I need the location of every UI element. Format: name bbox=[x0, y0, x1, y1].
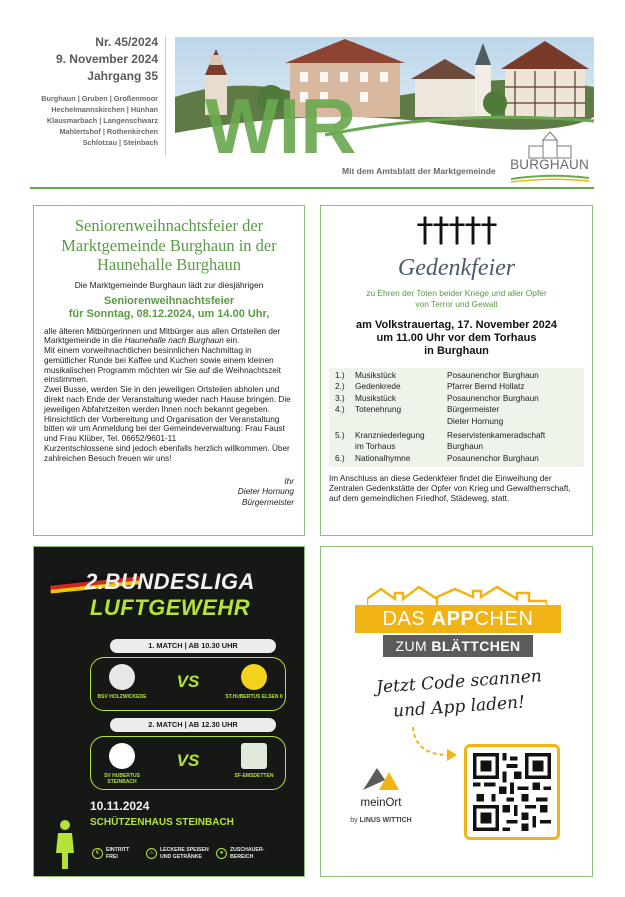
burghaun-logo bbox=[507, 130, 592, 182]
club-crest-icon bbox=[241, 743, 267, 769]
place-line: Schlotzau | Steinbach bbox=[82, 138, 158, 147]
spectators-icon: ● bbox=[216, 848, 227, 859]
meinort-logo-icon bbox=[361, 762, 401, 792]
senior-paragraph: Hinsichtlich der Vorbereitung und Organisation der Veranstaltung bitten wir um Anmeldung bei der Gemeindeverwaltung: Frau Faust und Frau Klüber, Tel. 06652/9601-11 bbox=[44, 414, 285, 444]
poster-title-bottom: LUFTGEWEHR bbox=[89, 595, 251, 620]
club-crest-icon bbox=[109, 664, 135, 690]
rooftops-icon bbox=[367, 585, 547, 607]
signature-line: Bürgermeister bbox=[241, 496, 294, 507]
text-run-italic: Haunehalle nach Burghaun bbox=[124, 336, 224, 346]
app-banner-top: DAS APPCHEN bbox=[355, 605, 561, 633]
senior-paragraph bbox=[44, 327, 294, 347]
program-row: 6.) Nationalhymne Posaunenchor Burghaun bbox=[335, 452, 539, 463]
place-list bbox=[30, 93, 158, 148]
program-table bbox=[329, 368, 584, 467]
subtitle-line: von Terror und Gewalt bbox=[415, 299, 498, 309]
logo-wordmark: BURGHAUN bbox=[510, 157, 589, 172]
event-venue: SCHÜTZENHAUS STEINBACH bbox=[90, 817, 234, 828]
header-divider bbox=[165, 36, 166, 156]
app-callout-line: Jetzt Code scannen bbox=[375, 666, 543, 698]
poster-title-top: 2.BUNDESLIGA bbox=[85, 569, 255, 594]
senior-paragraph: Mit einem vorweihnachtlichen besinnlichen Nachmittag in gemütlicher Runde bei Kaffee und Kuchen sowie einem kleinen musikalischen Programm möchten wir Sie auf die Weihnachtszeit einstimmen. bbox=[44, 346, 281, 385]
senior-title: Seniorenweihnachtsfeier der Marktgemeinde Burghaun in der Haunehalle Burghaun bbox=[61, 216, 277, 274]
issue-date: 9. November 2024 bbox=[55, 52, 158, 66]
match1-home-club: BSV HOLZWICKEDE bbox=[97, 694, 147, 700]
memorial-title: Gedenkfeier bbox=[397, 255, 516, 281]
place-line: Mahlertshof | Rothenkirchen bbox=[59, 127, 158, 136]
datetime-line: am Volkstrauertag, 17. November 2024 bbox=[356, 319, 557, 331]
memorial-datetime bbox=[329, 319, 584, 358]
subtitle-line: zu Ehren der Toten beider Kriege und aller Opfer bbox=[366, 288, 547, 298]
match2-away-club: SF-EMSDETTEN bbox=[234, 773, 274, 779]
signature-line: Ihr bbox=[284, 475, 294, 486]
match2-home-club: SV HUBERTUS STEINBACH bbox=[104, 773, 140, 785]
match2-pill: 2. MATCH | AB 12.30 UHR bbox=[110, 718, 276, 732]
senior-signature bbox=[44, 476, 294, 508]
bundesliga-poster bbox=[33, 546, 305, 877]
versus-label: VS bbox=[176, 751, 200, 770]
app-banner-bottom: ZUM BLÄTTCHEN bbox=[383, 635, 533, 657]
club-crest-icon bbox=[109, 743, 135, 769]
senior-christmas-notice bbox=[33, 205, 305, 536]
senior-body bbox=[44, 327, 294, 464]
issue-number: Nr. 45/2024 bbox=[95, 35, 158, 49]
memorial-footer: Im Anschluss an diese Gedenkfeier findet die Einweihung der Zentralen Gedenkstätte der Opfer von Krieg und Gewaltherrschaft, auf dem gemeindlichen Friedhof, Städeweg, statt. bbox=[329, 474, 571, 504]
senior-paragraph: Kurzentschlossene sind jedoch ebenfalls herzlich willkommen. Über zahlreichen Besuch freuen wir uns! bbox=[44, 444, 290, 463]
program-row: 1.) Musikstück Posaunenchor Burghaun bbox=[335, 370, 539, 380]
program-row: 2.) Gedenkrede Pfarrer Bernd Hollatz bbox=[335, 381, 525, 392]
issue-volume: Jahrgang 35 bbox=[87, 69, 158, 83]
footer-spectators: ZUSCHAUER-BEREICH bbox=[230, 847, 265, 860]
crosses-icon: ††††† bbox=[416, 210, 497, 250]
senior-intro: Die Marktgemeinde Burghaun lädt zur diesjährigen bbox=[74, 279, 264, 290]
datetime-line: in Burghaun bbox=[424, 345, 489, 357]
place-line: Burghaun | Gruben | Großenmoor bbox=[41, 94, 158, 103]
text-run: ein. bbox=[223, 336, 240, 346]
qr-code[interactable] bbox=[464, 744, 560, 840]
match1-pill: 1. MATCH | AB 10.30 UHR bbox=[110, 639, 276, 653]
match2-panel bbox=[90, 736, 286, 790]
masthead-meta bbox=[30, 34, 158, 148]
shooter-silhouette-icon bbox=[50, 819, 80, 869]
masthead-wordmark: WIR bbox=[205, 82, 357, 155]
senior-subtitle-line: Seniorenweihnachtsfeier bbox=[103, 294, 235, 307]
app-publisher: by LINUS WITTICH bbox=[350, 817, 412, 824]
ticket-icon: € bbox=[92, 848, 103, 859]
program-row: im Torhaus Burghaun bbox=[355, 441, 483, 452]
app-callout-line: und App laden! bbox=[392, 692, 526, 722]
logo-swoosh bbox=[507, 173, 592, 183]
club-crest-icon bbox=[241, 664, 267, 690]
masthead-subline: Mit dem Amtsblatt der Marktgemeinde bbox=[342, 166, 496, 176]
footer-free-entry: EINTRITT FREI bbox=[106, 847, 130, 860]
food-icon: ♨ bbox=[146, 848, 157, 859]
program-row: 5.) Kranzniederlegung Reservistenkameradschaft bbox=[335, 430, 546, 441]
match1-away-club: ST.HUBERTUS ELSEN II bbox=[225, 694, 283, 700]
place-line: Hechelmannskirchen | Hünhan bbox=[51, 105, 158, 114]
match1-panel bbox=[90, 657, 286, 711]
castle-icon bbox=[507, 130, 592, 160]
versus-label: VS bbox=[176, 672, 200, 691]
header-rule bbox=[30, 187, 594, 189]
datetime-line: um 11.00 Uhr vor dem Torhaus bbox=[376, 332, 537, 344]
senior-paragraph: Zwei Busse, werden Sie in den jeweiligen Ortsteilen abholen und direkt nach Ende der Veranstaltung wieder nach Hause bringen. Die jeweiligen Abfahrtzeiten werden Ihnen noch bekannt gegeben. bbox=[44, 385, 291, 414]
memorial-notice bbox=[320, 205, 593, 536]
program-row: 3.) Musikstück Posaunenchor Burghaun bbox=[335, 392, 539, 403]
senior-subtitle-line: für Sonntag, 08.12.2024, um 14.00 Uhr, bbox=[68, 307, 270, 320]
memorial-subtitle bbox=[329, 288, 584, 310]
program-row: Dieter Hornung bbox=[447, 415, 504, 426]
signature-line: Dieter Hornung bbox=[237, 486, 294, 497]
program-row: 4.) Totenehrung Bürgermeister bbox=[335, 404, 500, 415]
text-run: alle älteren Mitbürgerinnen und Mitbürger aus allen Ortsteilen der Marktgemeinde in die bbox=[44, 326, 281, 346]
qr-code-icon bbox=[473, 753, 551, 831]
place-line: Klausmarbach | Langenschwarz bbox=[46, 116, 158, 125]
arrow-icon bbox=[409, 725, 459, 765]
app-advert bbox=[320, 546, 593, 877]
senior-subtitle bbox=[44, 295, 294, 321]
event-date: 10.11.2024 bbox=[90, 799, 150, 813]
app-brand-name: meinOrt bbox=[360, 797, 402, 809]
footer-food: LECKERE SPEISEN UND GETRÄNKE bbox=[160, 847, 209, 860]
